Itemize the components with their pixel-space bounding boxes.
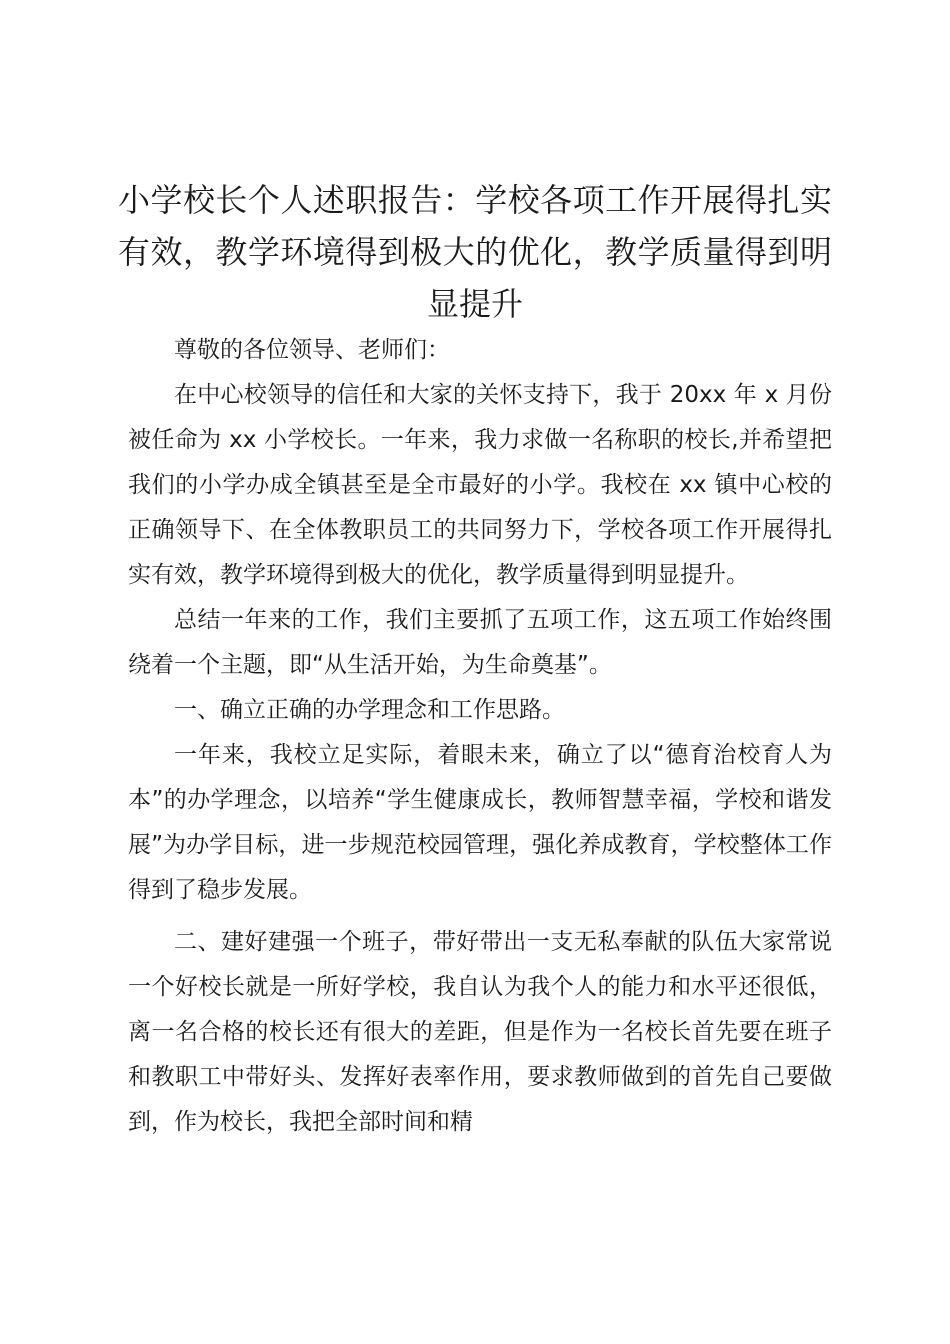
section-heading-1: 一、确立正确的办学理念和工作思路。	[174, 697, 565, 723]
document-body	[128, 328, 832, 1145]
paragraph-summary: 总结一年来的工作，我们主要抓了五项工作，这五项工作始终围绕着一个主题，即“从生活开始，为生命奠基”。	[128, 607, 832, 678]
paragraph-intro: 在中心校领导的信任和大家的关怀支持下，我于 20xx 年 x 月份被任命为 xx 小学校长。一年来，我力求做一名称职的校长,并希望把我们的小学办成全镇甚至是全市最好的小学。我校在 xx 镇中心校的正确领导下、在全体教职员工的共同努力下，学校各项工作开展得扎实有效，教学环境得到极大的优化，教学质量得到明显提升。	[128, 382, 832, 588]
document-title: 小学校长个人述职报告：学校各项工作开展得扎实有效，教学环境得到极大的优化，教学质量得到明显提升	[118, 181, 832, 323]
salutation: 尊敬的各位领导、老师们：	[174, 337, 450, 363]
paragraph-section-2: 二、建好建强一个班子，带好带出一支无私奉献的队伍大家常说一个好校长就是一所好学校，我自认为我个人的能力和水平还很低，离一名合格的校长还有很大的差距，但是作为一名校长首先要在班子和教职工中带好头、发挥好表率作用，要求教师做到的首先自己要做到，作为校长，我把全部时间和精	[128, 929, 832, 1135]
paragraph-section-1: 一年来，我校立足实际，着眼未来，确立了以“德育治校育人为本”的办学理念，以培养“学生健康成长，教师智慧幸福，学校和谐发展”为办学目标，进一步规范校园管理，强化养成教育，学校整体工作得到了稳步发展。	[128, 742, 832, 903]
